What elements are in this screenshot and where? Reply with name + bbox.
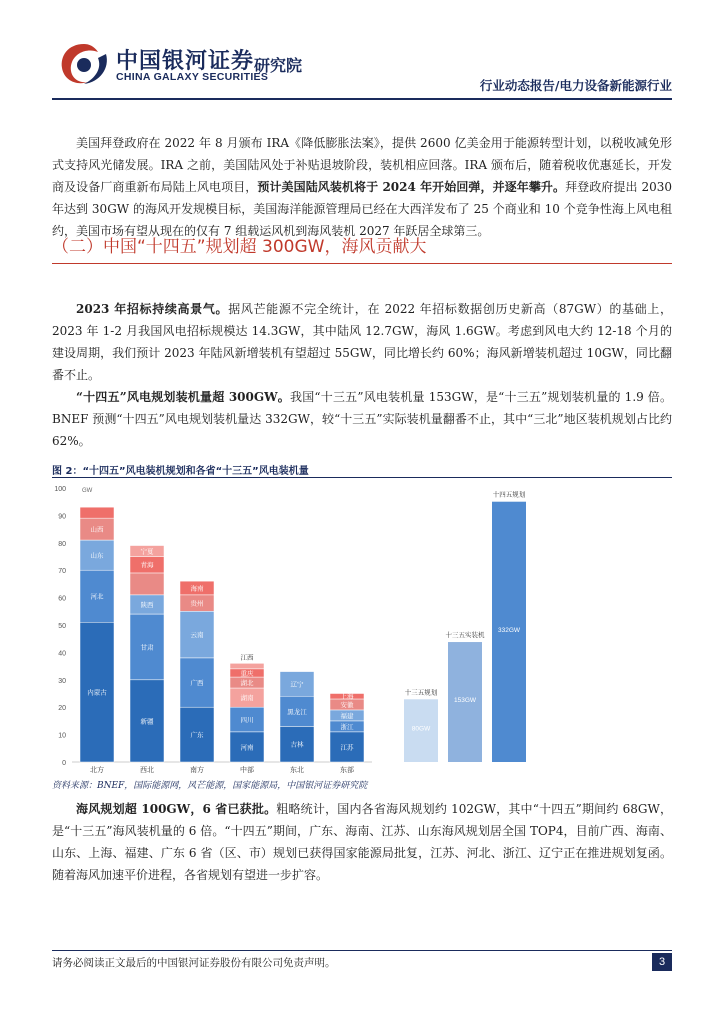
para-text: 我国“十三五”风电装机量 153GW，是“十三五”规划装机量的 1.9 倍。BNEF 预测“十四五”风电规划装机量达 332GW，较“十三五”实际装机量翻番不止，其中“三北”地区装机规划占比约 62%。: [52, 390, 672, 448]
paragraph-ira: [52, 132, 672, 242]
page-number: 3: [652, 953, 672, 971]
y-tick-label: 50: [58, 623, 66, 630]
stack-segment: [130, 573, 164, 595]
segment-label: 青海: [140, 561, 154, 570]
para-highlight: 2023 年招标持续高景气。: [76, 302, 229, 316]
segment-label: 四川: [240, 716, 254, 725]
y-tick-label: 80: [58, 540, 66, 548]
header-divider: [52, 98, 672, 100]
paragraph-bidding: [52, 298, 672, 386]
total-bar-value: 153GW: [453, 697, 477, 705]
y-tick-label: 70: [58, 568, 66, 576]
segment-label: 黑龙江: [287, 707, 307, 716]
segment-label: 广西: [190, 679, 204, 688]
wind-capacity-chart: [52, 480, 672, 780]
y-tick-label: 40: [58, 650, 66, 658]
total-bar-label: 十三五实装机: [445, 631, 485, 640]
segment-label: 浙江: [340, 722, 354, 731]
segment-label: 湖北: [240, 679, 254, 688]
category-label: 西北: [140, 766, 154, 774]
segment-label: 福建: [340, 711, 354, 720]
segment-label: 山东: [90, 551, 104, 560]
segment-label: 上海: [340, 692, 354, 701]
page-header: [0, 0, 724, 100]
total-bar-label: 十三五规划: [404, 688, 438, 697]
unit-label: GW: [82, 488, 93, 494]
segment-label: 吉林: [290, 740, 304, 749]
category-label: 南方: [190, 766, 204, 774]
galaxy-logo-icon: [58, 40, 110, 86]
para-highlight: 预计美国陆风装机将于 2024 年开始回弹，并逐年攀升。: [257, 180, 566, 194]
category-label: 中部: [240, 766, 254, 774]
above-bar-label: 江西: [240, 653, 254, 662]
segment-label: 陕西: [140, 600, 154, 609]
para-text: 拜登政府提出 2030 年达到 30GW 的海风开发规模目标，美国海洋能源管理局已经在大西洋发布了 25 个商业和 10 个竞争性海上风电租约，美国市场有望从现在的仅有 7 组载运风机到海风装机 2027 年跃居全球第三。: [52, 180, 672, 238]
stack-segment: [80, 507, 114, 518]
stack-segment: [230, 663, 264, 668]
para-text: 据风芒能源不完全统计，在 2022 年招标数据创历史新高（87GW）的基础上，2023 年 1-2 月我国风电招标规模达 14.3GW，其中陆风 12.7GW，海风 1.6GW。考虑到风电大约 12-18 个月的建设周期，我们预计 2023 年陆风新增装机有望超过 55GW，同比增长约 60%；海风新增装机超过 10GW，同比翻番不止。: [52, 302, 672, 382]
para-highlight: 海风规划超 100GW，6 省已获批。: [76, 802, 277, 816]
para-text: 美国拜登政府在 2022 年 8 月颁布 IRA《降低膨胀法案》，提供 2600 亿美金用于能源转型计划，以税收减免形式支持风光储发展。IRA 之前，美国陆风处于补贴退坡阶段，装机相应回落。IRA 颁布后，随着税收优惠延长，开发商及设备厂商重新布局陆上风电项目，: [52, 136, 672, 194]
total-bar-value: 80GW: [411, 725, 431, 733]
institute-label: 研究院: [254, 56, 303, 75]
y-tick-label: 90: [58, 513, 66, 521]
figure-divider: [52, 477, 672, 478]
segment-label: 贵州: [190, 599, 204, 608]
y-tick-label: 10: [58, 732, 66, 740]
total-bar-label: 十四五规划: [492, 490, 526, 499]
total-bar-value: 332GW: [497, 626, 521, 634]
segment-label: 湖南: [240, 694, 254, 703]
segment-label: 江苏: [340, 743, 354, 752]
logo-english: CHINA GALAXY SECURITIES: [116, 71, 269, 83]
footer-divider: [52, 950, 672, 951]
paragraph-plan: [52, 386, 672, 452]
y-tick-label: 100: [54, 486, 66, 493]
segment-label: 甘肃: [140, 643, 154, 652]
report-type: 行业动态报告/电力设备新能源行业: [479, 78, 672, 93]
segment-label: 海南: [190, 584, 204, 593]
segment-label: 云南: [190, 631, 204, 640]
figure-source: 资料来源：BNEF，国际能源网，风芒能源，国家能源局，中国银河证券研究院: [52, 781, 368, 791]
footer-disclaimer: 请务必阅读正文最后的中国银河证券股份有限公司免责声明。: [52, 957, 336, 969]
para-text: 粗略统计，国内各省海风规划约 102GW，其中“十四五”期间约 68GW，是“十三五”海风装机量的 6 倍。“十四五”期间，广东、海南、江苏、山东海风规划居全国 TOP4，目前广西、海南、山东、上海、福建、广东 6 省（区、市）规划已获得国家能源局批复，江苏、河北、浙江、辽宁正在推进规划复函。随着海风加速平价进程，各省规划有望进一步扩容。: [52, 802, 672, 882]
y-tick-label: 0: [62, 760, 66, 767]
segment-label: 河北: [90, 592, 104, 601]
segment-label: 河南: [240, 743, 254, 752]
segment-label: 内蒙古: [87, 688, 107, 697]
section-title: （二）中国“十四五”规划超 300GW，海风贡献大: [52, 237, 427, 257]
segment-label: 宁夏: [140, 547, 154, 556]
paragraph-offshore: [52, 798, 672, 886]
y-tick-label: 60: [58, 595, 66, 603]
y-tick-label: 20: [58, 705, 66, 713]
y-tick-label: 30: [58, 677, 66, 685]
segment-label: 重庆: [240, 669, 254, 678]
segment-label: 辽宁: [290, 680, 304, 689]
segment-label: 安徽: [340, 700, 354, 709]
segment-label: 新疆: [140, 717, 154, 726]
category-label: 北方: [90, 766, 104, 774]
category-label: 东部: [340, 766, 354, 774]
figure-title: 图 2：“十四五”风电装机规划和各省“十三五”风电装机量: [52, 466, 309, 477]
logo-chinese: 中国银河证券: [116, 49, 255, 74]
segment-label: 广东: [190, 731, 204, 740]
para-highlight: “十四五”风电规划装机量超 300GW。: [76, 390, 291, 404]
segment-label: 山西: [90, 525, 104, 534]
section-divider: [52, 263, 672, 264]
category-label: 东北: [290, 766, 304, 774]
